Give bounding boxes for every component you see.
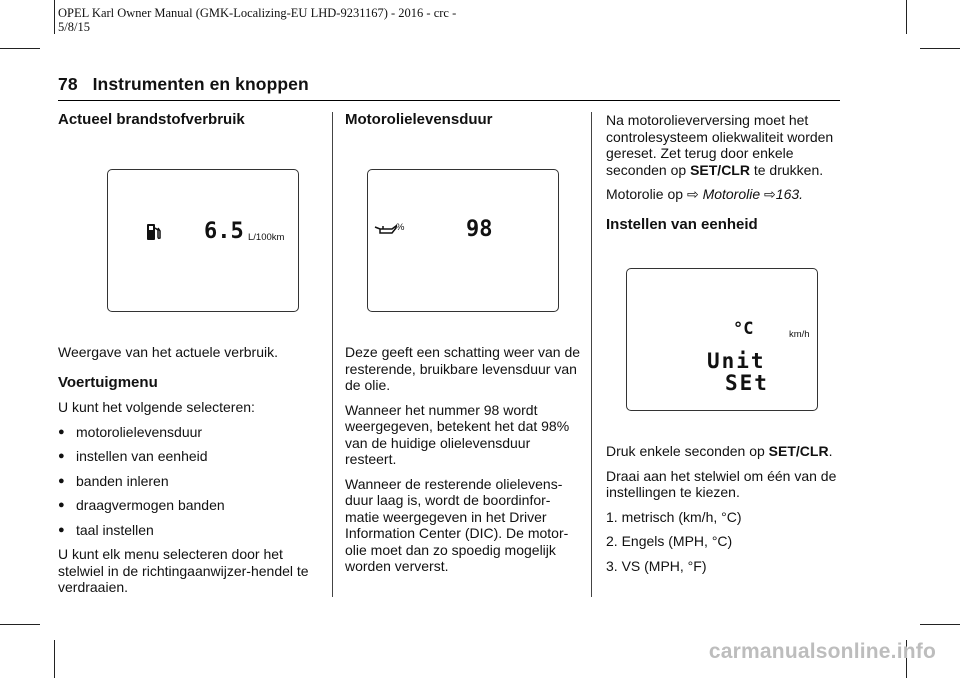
press-paragraph [606, 443, 842, 460]
oil-life-paragraph-3: Wanneer de resterende olielevens-duur laag is, wordt de boordinfor-matie weergegeven in het Driver Information Center (DIC). De motor-olie moet dan zo spoedig mogelijk worden ververst. [345, 475, 569, 574]
list-item [58, 497, 326, 514]
header-line-1: OPEL Karl Owner Manual (GMK-Localizing-EU LHD-9231167) - 2016 - crc - [58, 6, 457, 20]
consumption-unit: L/100km [248, 232, 285, 243]
list-item [58, 473, 326, 490]
fuel-consumption-display [107, 169, 299, 312]
list-item-text: motorolielevensduur [76, 423, 203, 440]
option-3: 3. VS (MPH, °F) [606, 557, 707, 574]
list-item-text: instellen van eenheid [76, 448, 208, 464]
column-divider [332, 112, 333, 597]
heading-vehicle-menu: Voertuigmenu [58, 373, 158, 391]
column-divider [591, 112, 592, 597]
menu-outro: U kunt elk menu selecteren door het stelwiel in de richtingaanwijzer-hendel te verdraaien. [58, 546, 309, 595]
header-line-2: 5/8/15 [58, 20, 90, 34]
reference-page[interactable]: 163. [775, 186, 804, 202]
page-number: 78 [58, 74, 78, 94]
list-item-text: draagvermogen banden [76, 497, 225, 513]
set-clr-label: SET/CLR [768, 443, 829, 459]
turn-paragraph: Draai aan het stelwiel om één van de instellingen te kiezen. [606, 467, 837, 500]
section-title: Instrumenten en knoppen [92, 74, 309, 94]
oil-life-unit: % [396, 222, 405, 233]
cross-reference [606, 186, 842, 203]
press-text: Druk enkele seconden op [606, 443, 769, 459]
oil-life-paragraph-1: Deze geeft een schatting weer van de resterende, bruikbare levensduur van de olie. [345, 344, 581, 393]
oil-life-display [367, 169, 559, 312]
column-2-body [345, 344, 581, 583]
reference-link[interactable]: Motorolie [702, 186, 761, 202]
crop-mark [0, 624, 40, 625]
reset-text-end: te drukken. [749, 161, 824, 178]
column-2 [345, 112, 580, 129]
reference-text: Motorolie op [606, 186, 687, 202]
heading-unit-setting: Instellen van eenheid [606, 215, 758, 233]
option-2: 2. Engels (MPH, °C) [606, 533, 733, 549]
oil-life-paragraph-2: Wanneer het nummer 98 wordt weergegeven, betekent het dat 98% van de huidige olielevensduur resteert. [345, 401, 570, 467]
reset-text: Na motorolieverversing moet het controlesysteem oliekwaliteit worden gereset. Zet terug door enkele seconden op [606, 112, 834, 178]
crop-mark [920, 48, 960, 49]
oil-life-value: 98 [466, 217, 493, 242]
temperature-unit: °C [733, 319, 754, 339]
bullet: ● [58, 425, 65, 438]
crop-mark [54, 0, 55, 34]
reset-paragraph [606, 112, 842, 178]
option-1: 1. metrisch (km/h, °C) [606, 508, 742, 525]
unit-label-line-2: SEt [725, 371, 769, 395]
crop-mark [920, 624, 960, 625]
set-clr-label: SET/CLR [690, 161, 750, 178]
bullet: ● [58, 450, 65, 462]
page-title [58, 74, 309, 95]
column-1-body [58, 344, 326, 604]
menu-intro: U kunt het volgende selecteren: [58, 399, 255, 415]
consumption-value: 6.5 [204, 219, 244, 244]
title-rule [58, 100, 840, 101]
reference-arrow-icon: ⇨ [686, 186, 699, 202]
list-item-text: banden inleren [76, 472, 169, 489]
heading-fuel-consumption: Actueel brandstofverbruik [58, 111, 245, 128]
column-3-body [606, 443, 842, 582]
crop-mark [0, 48, 40, 49]
heading-oil-life: Motorolielevensduur [345, 111, 493, 128]
column-3 [606, 112, 842, 233]
oil-can-icon [374, 224, 398, 236]
reference-arrow-icon: ⇨ [764, 186, 776, 202]
document-header [58, 6, 456, 34]
press-text-end: . [828, 443, 833, 459]
fuel-caption: Weergave van het actuele verbruik. [58, 344, 278, 360]
watermark: carmanualsonline.info [708, 640, 936, 663]
list-item [58, 448, 326, 465]
bullet: ● [58, 474, 65, 487]
speed-unit: km/h [789, 329, 810, 340]
list-item [58, 424, 326, 441]
bullet: ● [58, 523, 65, 536]
column-1 [58, 112, 324, 129]
fuel-pump-icon [146, 222, 162, 242]
list-item [58, 522, 326, 539]
bullet: ● [58, 499, 65, 511]
unit-setting-display [626, 268, 818, 411]
list-item-text: taal instellen [76, 521, 154, 538]
unit-label-line-1: Unit [707, 349, 766, 373]
crop-mark [906, 0, 907, 34]
crop-mark [54, 640, 55, 678]
